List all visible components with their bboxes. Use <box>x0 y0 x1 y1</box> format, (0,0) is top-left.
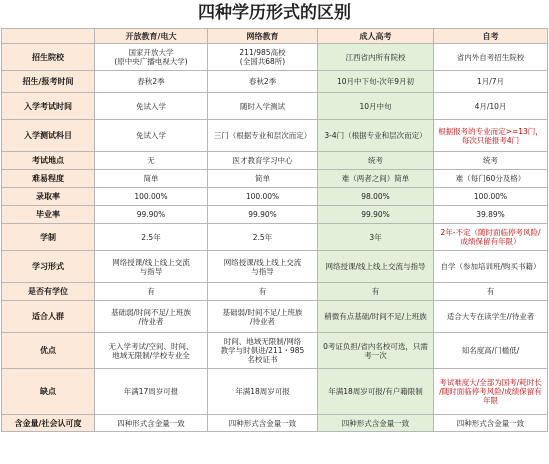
table-cell: 简单 <box>95 170 208 188</box>
column-header: 网络教育 <box>208 29 318 44</box>
table-cell: 无 <box>95 152 208 170</box>
row-label: 优点 <box>2 333 95 369</box>
table-cell: 考试难度大/全部为国考/耗时长 /随时面临停考风险/成绩保留有 年限 <box>434 369 548 415</box>
table-cell: 三门（根据专业和层次而定） <box>208 120 318 152</box>
table-cell: 网络授课/线上线上交流 与指导 <box>95 251 208 283</box>
row-label: 缺点 <box>2 369 95 415</box>
table-cell: 4月/10月 <box>434 93 548 120</box>
comparison-table <box>1 28 548 432</box>
table-row <box>2 333 548 369</box>
table-cell: 网络授课/线上线上交流 与指导 <box>208 251 318 283</box>
table-cell: 时间、地域无限制/网络 教学与时俱进/211・985 名校证书 <box>208 333 318 369</box>
table-cell: 211/985高校 (全国共68所) <box>208 44 318 71</box>
table-cell: 100.00% <box>434 188 548 206</box>
table-row <box>2 251 548 283</box>
column-header: 开放教育/电大 <box>95 29 208 44</box>
table-row <box>2 415 548 432</box>
column-header: 成人高考 <box>318 29 434 44</box>
row-label: 入学测试科目 <box>2 120 95 152</box>
table-row <box>2 170 548 188</box>
table-cell: 难（每门60分及格） <box>434 170 548 188</box>
table-cell: 99.90% <box>208 206 318 224</box>
table-cell: 有 <box>318 283 434 301</box>
column-header: 自考 <box>434 29 548 44</box>
row-label: 学制 <box>2 224 95 251</box>
table-cell: 有 <box>208 283 318 301</box>
table-cell: 100.00% <box>208 188 318 206</box>
row-label: 学习形式 <box>2 251 95 283</box>
table-row <box>2 120 548 152</box>
table-cell: 100.00% <box>95 188 208 206</box>
row-label: 招生院校 <box>2 44 95 71</box>
table-cell: 3-4门（根据专业和层次而定） <box>318 120 434 152</box>
table-cell: 3年 <box>318 224 434 251</box>
table-cell: 免试入学 <box>95 93 208 120</box>
row-label: 是否有学位 <box>2 283 95 301</box>
table-cell: 稍微有点基础/时间不足/上班族 <box>318 301 434 333</box>
page-title: 四种学历形式的区别 <box>198 3 351 23</box>
table-cell: 春秋2季 <box>95 71 208 93</box>
table-row <box>2 188 548 206</box>
table-cell: 年满18周岁可报/有户籍限制 <box>318 369 434 415</box>
table-row <box>2 206 548 224</box>
table-cell: 99.90% <box>318 206 434 224</box>
table-cell: 医才教育学习中心 <box>208 152 318 170</box>
table-cell: 适合大专在读学生//待业者 <box>434 301 548 333</box>
table-cell: 98.00% <box>318 188 434 206</box>
table-cell: 四种形式含金量一致 <box>95 415 208 432</box>
table-cell: 省内外自考招生院校 <box>434 44 548 71</box>
table-row <box>2 224 548 251</box>
corner-cell <box>2 29 95 44</box>
table-cell: 四种形式含金量一致 <box>434 415 548 432</box>
table-row <box>2 152 548 170</box>
table-cell: 10月中下旬-次年9月初 <box>318 71 434 93</box>
table-cell: 2年-不定（随时面临停考风险/ 成绩保留有年限） <box>434 224 548 251</box>
table-cell: 基础弱/时间不足/上班族 /待业者 <box>95 301 208 333</box>
table-cell: 基础弱/时间不足/上班族 /待业者 <box>208 301 318 333</box>
table-cell: 统考 <box>318 152 434 170</box>
table-cell: 1月/7月 <box>434 71 548 93</box>
table-cell: 春秋2季 <box>208 71 318 93</box>
table-row <box>2 369 548 415</box>
table-cell: 四种形式含金量一致 <box>208 415 318 432</box>
table-cell: 难（两者之间）简单 <box>318 170 434 188</box>
table-cell: 国家开放大学 (原中央广播电视大学) <box>95 44 208 71</box>
row-label: 含金量/社会认可度 <box>2 415 95 432</box>
table-cell: 39.89% <box>434 206 548 224</box>
table-cell: 简单 <box>208 170 318 188</box>
table-row <box>2 71 548 93</box>
table-cell: 四种形式含金量一致 <box>318 415 434 432</box>
table-row <box>2 301 548 333</box>
table-cell: 有 <box>434 283 548 301</box>
row-label: 考试地点 <box>2 152 95 170</box>
table-cell: 2.5年 <box>208 224 318 251</box>
row-label: 适合人群 <box>2 301 95 333</box>
table-row <box>2 93 548 120</box>
table-cell: 根据报考的专业而定>=13门， 每次只能报考4门 <box>434 120 548 152</box>
table-cell: 无入学考试/空间、时间、 地域无限制/学校专业全 <box>95 333 208 369</box>
table-cell: 自学（参加培训班/购买书籍） <box>434 251 548 283</box>
table-cell: 0考证负担/省内名校可选，只需 考一次 <box>318 333 434 369</box>
row-label: 毕业率 <box>2 206 95 224</box>
table-cell: 随时入学测试 <box>208 93 318 120</box>
header-row <box>2 29 548 44</box>
table-cell: 年满17周岁可报 <box>95 369 208 415</box>
row-label: 难易程度 <box>2 170 95 188</box>
row-label: 招生/报考时间 <box>2 71 95 93</box>
table-cell: 免试入学 <box>95 120 208 152</box>
table-cell: 99.90% <box>95 206 208 224</box>
table-row <box>2 283 548 301</box>
table-cell: 10月中旬 <box>318 93 434 120</box>
table-cell: 年满18周岁可报 <box>208 369 318 415</box>
table-cell: 2.5年 <box>95 224 208 251</box>
table-cell: 知名度高/门槛低/ <box>434 333 548 369</box>
row-label: 入学考试时间 <box>2 93 95 120</box>
table-cell: 网络授课/线上线上交流与指导 <box>318 251 434 283</box>
row-label: 录取率 <box>2 188 95 206</box>
table-row <box>2 44 548 71</box>
table-cell: 江西省内所有院校 <box>318 44 434 71</box>
table-cell: 统考 <box>434 152 548 170</box>
table-cell: 有 <box>95 283 208 301</box>
